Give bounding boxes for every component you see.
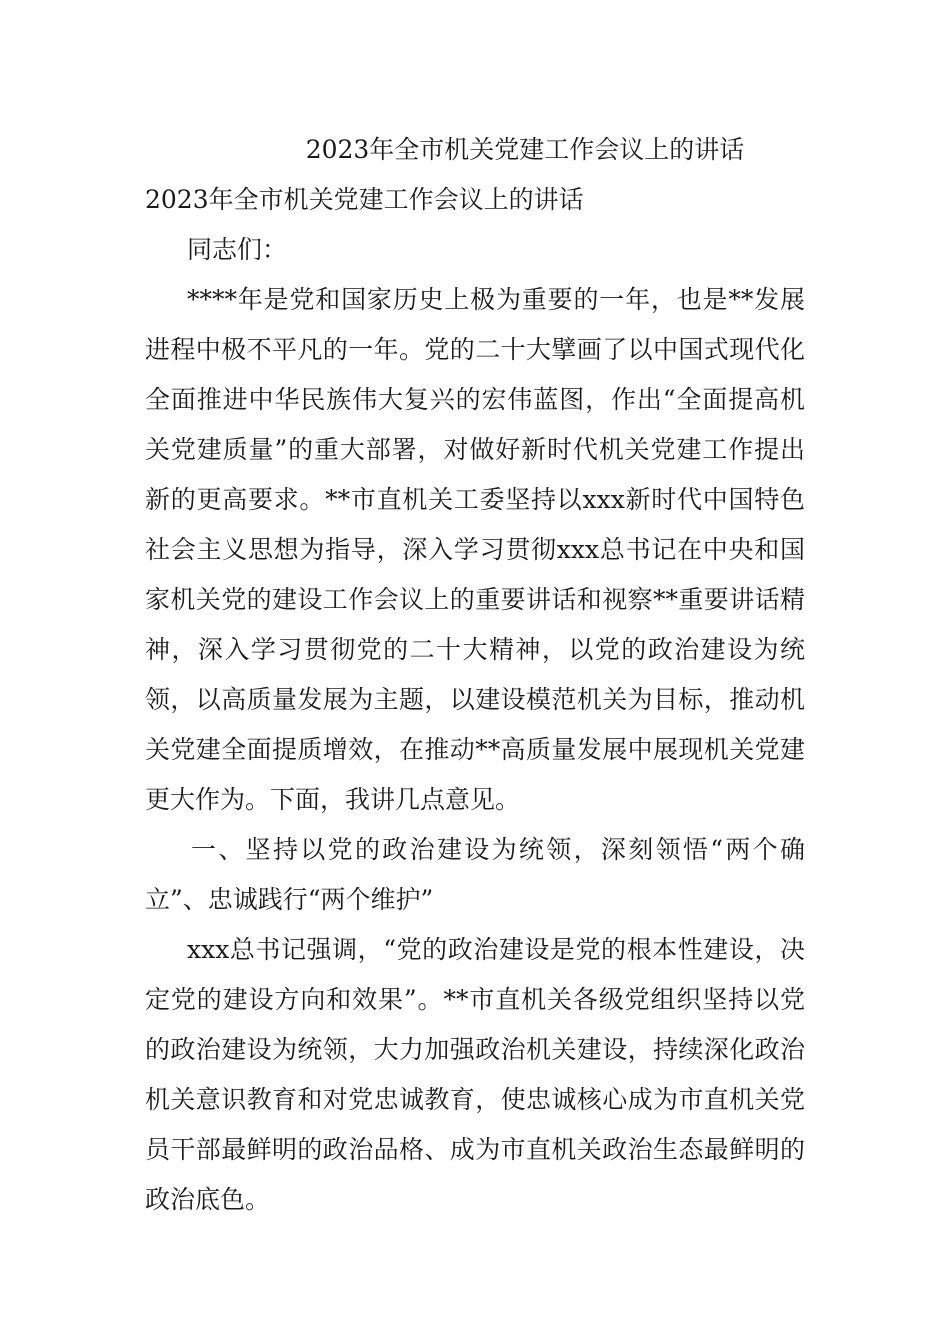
document-body [145, 125, 805, 1225]
salutation: 同志们： [187, 235, 288, 264]
body-paragraph: ****年是党和国家历史上极为重要的一年，也是**发展进程中极不平凡的一年。党的二十大擘画了以中国式现代化全面推进中华民族伟大复兴的宏伟蓝图，作出“全面提高机关党建质量”的重大部署，对做好新时代机关党建工作提出新的更高要求。**市直机关工委坚持以xxx新时代中国特色社会主义思想为指导，深入学习贯彻xxx总书记在中央和国家机关党的建设工作会议上的重要讲话和视察**重要讲话精神，深入学习贯彻党的二十大精神，以党的政治建设为统领，以高质量发展为主题，以建设模范机关为目标，推动机关党建全面提质增效，在推动**高质量发展中展现机关党建更大作为。下面，我讲几点意见。 [145, 285, 805, 814]
section-heading: 一、坚持以党的政治建设为统领，深刻领悟“两个确立”、忠诚践行“两个维护” [145, 835, 805, 914]
section-paragraph: xxx总书记强调，“党的政治建设是党的根本性建设，决定党的建设方向和效果”。**市直机关各级党组织坚持以党的政治建设为统领，大力加强政治机关建设，持续深化政治机关意识教育和对党忠诚教育，使忠诚核心成为市直机关党员干部最鲜明的政治品格、成为市直机关政治生态最鲜明的政治底色。 [145, 935, 805, 1214]
document-title: 2023年全市机关党建工作会议上的讲话 [305, 135, 745, 164]
document-subtitle: 2023年全市机关党建工作会议上的讲话 [145, 185, 584, 214]
